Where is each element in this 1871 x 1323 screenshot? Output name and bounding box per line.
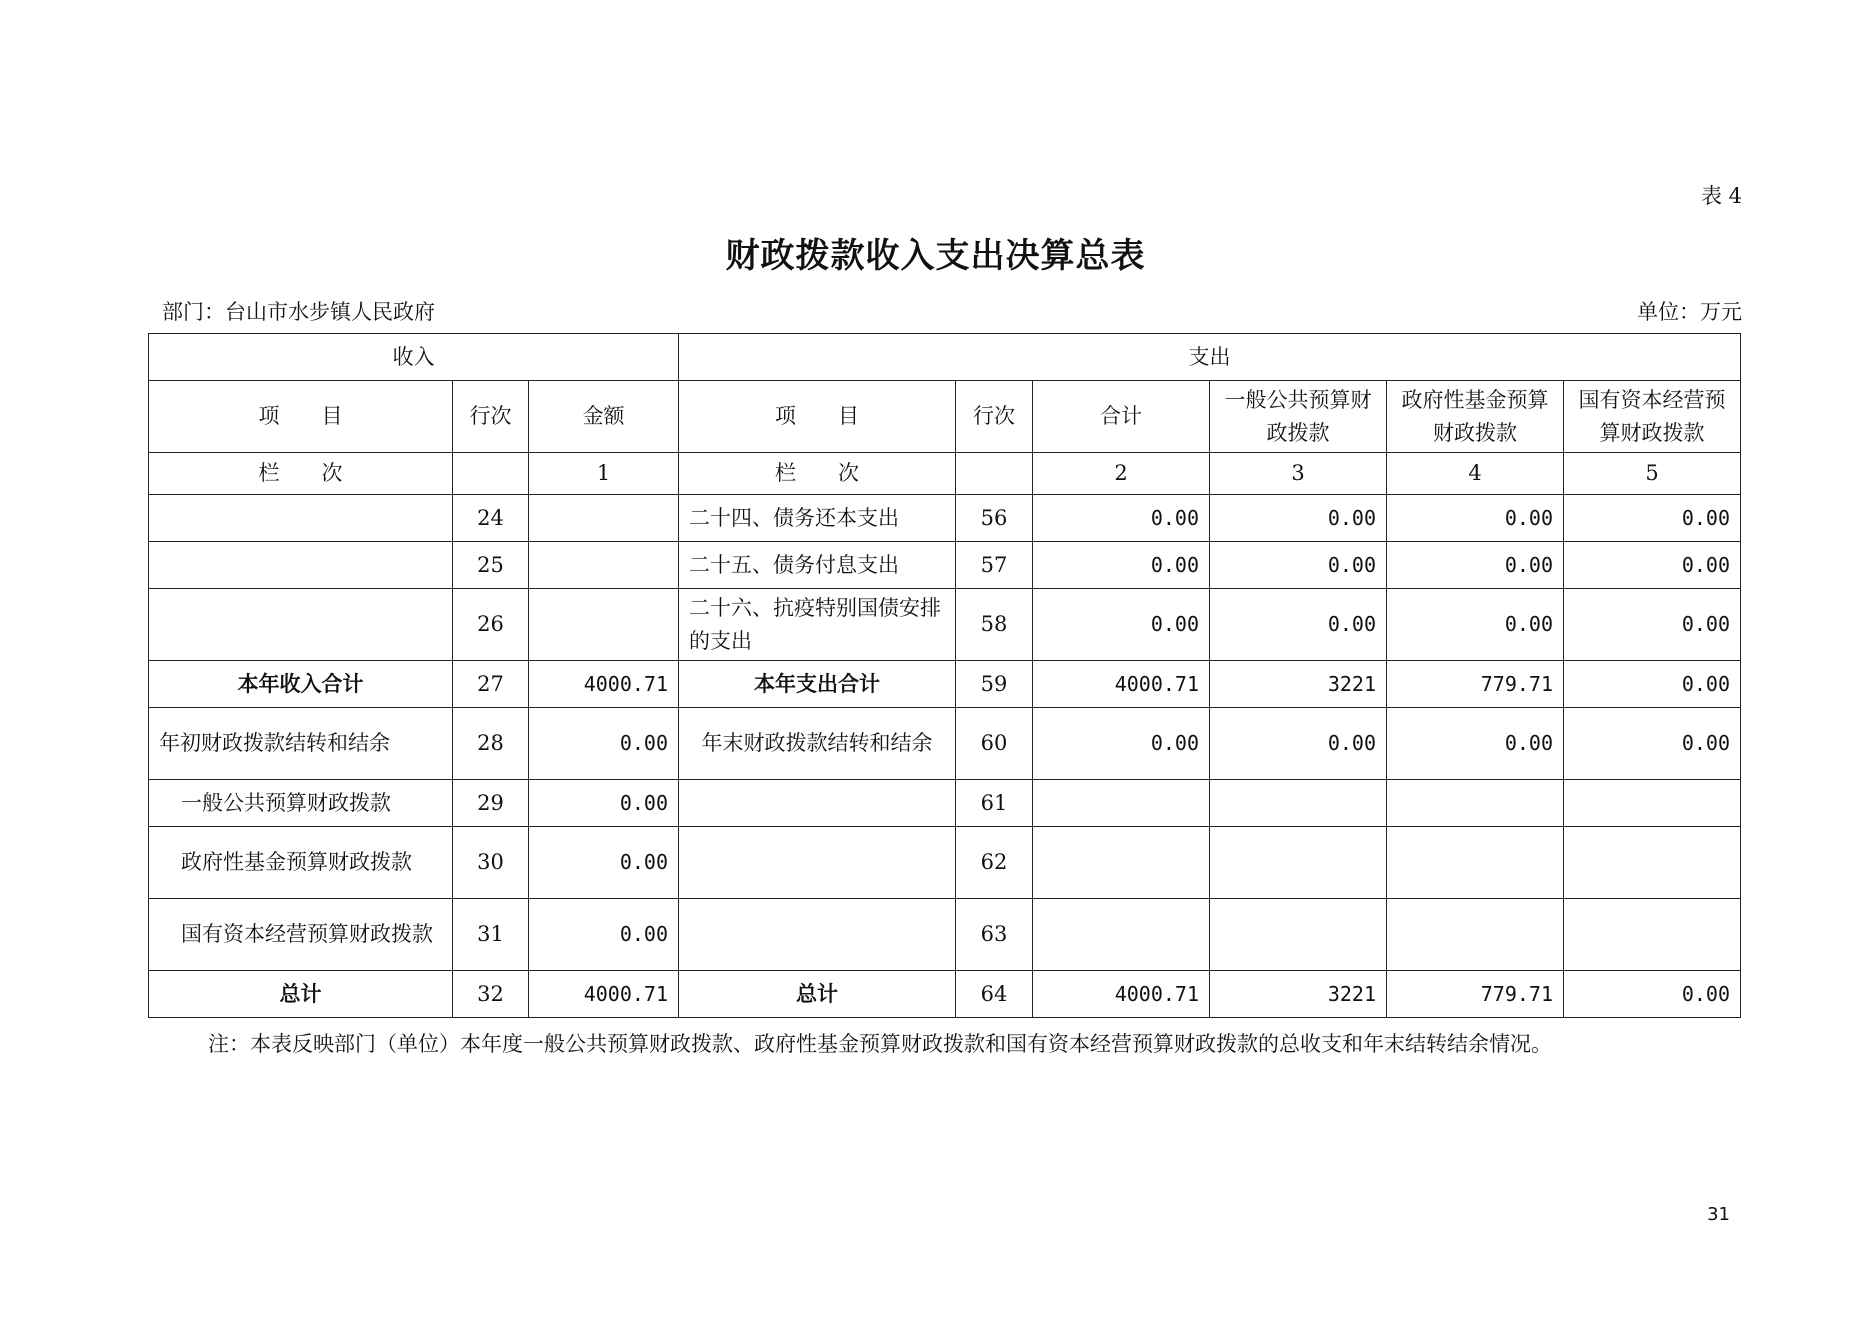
general-value xyxy=(1210,827,1387,899)
state-capital-value: 0.00 xyxy=(1564,661,1741,708)
table-row xyxy=(149,827,1741,899)
state-capital-value: 0.00 xyxy=(1564,542,1741,589)
table-row xyxy=(149,780,1741,827)
expense-row-no: 56 xyxy=(956,495,1033,542)
col-number-3: 3 xyxy=(1210,453,1387,495)
income-amount xyxy=(529,589,679,661)
state-capital-value: 0.00 xyxy=(1564,708,1741,780)
income-amount-header: 金额 xyxy=(529,381,679,453)
income-row-no: 31 xyxy=(453,899,529,971)
gov-fund-value: 0.00 xyxy=(1387,589,1564,661)
income-section-header: 收入 xyxy=(149,334,679,381)
expense-row-no: 62 xyxy=(956,827,1033,899)
income-item xyxy=(149,589,453,661)
expense-item xyxy=(679,827,956,899)
income-amount xyxy=(529,542,679,589)
gov-fund-value: 0.00 xyxy=(1387,708,1564,780)
expense-row-no: 57 xyxy=(956,542,1033,589)
income-row-no-header: 行次 xyxy=(453,381,529,453)
table-number: 表 4 xyxy=(1700,184,1742,208)
header-row-column-numbers xyxy=(149,453,1741,495)
table-row xyxy=(149,589,1741,661)
total-value: 0.00 xyxy=(1033,589,1210,661)
department-label: 部门：台山市水步镇人民政府 xyxy=(162,300,435,324)
income-amount: 4000.71 xyxy=(529,661,679,708)
income-row-no: 32 xyxy=(453,971,529,1018)
income-amount: 0.00 xyxy=(529,780,679,827)
table-row xyxy=(149,899,1741,971)
income-item: 国有资本经营预算财政拨款 xyxy=(149,899,453,971)
table-row xyxy=(149,971,1741,1018)
income-amount: 4000.71 xyxy=(529,971,679,1018)
general-value: 0.00 xyxy=(1210,708,1387,780)
header-row-columns xyxy=(149,381,1741,453)
total-value: 4000.71 xyxy=(1033,971,1210,1018)
table-row xyxy=(149,661,1741,708)
total-value: 0.00 xyxy=(1033,542,1210,589)
income-item: 一般公共预算财政拨款 xyxy=(149,780,453,827)
footnote: 注：本表反映部门（单位）本年度一般公共预算财政拨款、政府性基金预算财政拨款和国有资本经营预算财政拨款的总收支和年末结转结余情况。 xyxy=(208,1032,1552,1056)
expense-item-header: 项 目 xyxy=(679,381,956,453)
state-capital-value: 0.00 xyxy=(1564,589,1741,661)
income-row-no: 26 xyxy=(453,589,529,661)
page-title: 财政拨款收入支出决算总表 xyxy=(725,236,1146,276)
expense-section-header: 支出 xyxy=(679,334,1741,381)
page-number: 31 xyxy=(1707,1204,1730,1225)
expense-item: 二十五、债务付息支出 xyxy=(679,542,956,589)
expense-col-label: 栏 次 xyxy=(679,453,956,495)
general-value xyxy=(1210,780,1387,827)
col-number-1: 1 xyxy=(529,453,679,495)
gov-fund-value xyxy=(1387,827,1564,899)
expense-row-no-header: 行次 xyxy=(956,381,1033,453)
income-amount: 0.00 xyxy=(529,899,679,971)
state-capital-value xyxy=(1564,827,1741,899)
state-capital-value: 0.00 xyxy=(1564,495,1741,542)
income-item: 年初财政拨款结转和结余 xyxy=(149,708,453,780)
expense-row-no: 59 xyxy=(956,661,1033,708)
income-item: 总计 xyxy=(149,971,453,1018)
income-row-no: 29 xyxy=(453,780,529,827)
general-value: 3221 xyxy=(1210,661,1387,708)
table-row xyxy=(149,495,1741,542)
header-row-sections xyxy=(149,334,1741,381)
income-row-no: 30 xyxy=(453,827,529,899)
expense-item: 年末财政拨款结转和结余 xyxy=(679,708,956,780)
total-value xyxy=(1033,827,1210,899)
general-value: 0.00 xyxy=(1210,589,1387,661)
total-value: 4000.71 xyxy=(1033,661,1210,708)
gov-fund-header: 政府性基金预算财政拨款 xyxy=(1387,381,1564,453)
income-row-no: 24 xyxy=(453,495,529,542)
unit-label: 单位：万元 xyxy=(1637,300,1742,324)
income-item xyxy=(149,542,453,589)
expense-row-no: 58 xyxy=(956,589,1033,661)
income-amount: 0.00 xyxy=(529,827,679,899)
table-row xyxy=(149,542,1741,589)
expense-row-no: 63 xyxy=(956,899,1033,971)
total-value xyxy=(1033,780,1210,827)
table-row xyxy=(149,708,1741,780)
expense-row-no: 60 xyxy=(956,708,1033,780)
state-capital-header: 国有资本经营预算财政拨款 xyxy=(1564,381,1741,453)
general-value: 3221 xyxy=(1210,971,1387,1018)
total-header: 合计 xyxy=(1033,381,1210,453)
expense-row-no: 64 xyxy=(956,971,1033,1018)
income-amount: 0.00 xyxy=(529,708,679,780)
gov-fund-value: 779.71 xyxy=(1387,661,1564,708)
gov-fund-value: 0.00 xyxy=(1387,495,1564,542)
income-item: 本年收入合计 xyxy=(149,661,453,708)
empty-cell xyxy=(956,453,1033,495)
general-value xyxy=(1210,899,1387,971)
general-value: 0.00 xyxy=(1210,495,1387,542)
gov-fund-value: 0.00 xyxy=(1387,542,1564,589)
col-number-5: 5 xyxy=(1564,453,1741,495)
total-value: 0.00 xyxy=(1033,708,1210,780)
expense-item xyxy=(679,780,956,827)
expense-item: 总计 xyxy=(679,971,956,1018)
expense-item: 二十六、抗疫特别国债安排的支出 xyxy=(679,589,956,661)
gov-fund-value xyxy=(1387,899,1564,971)
income-row-no: 25 xyxy=(453,542,529,589)
gov-fund-value: 779.71 xyxy=(1387,971,1564,1018)
income-row-no: 27 xyxy=(453,661,529,708)
gov-fund-value xyxy=(1387,780,1564,827)
col-number-4: 4 xyxy=(1387,453,1564,495)
expense-item: 本年支出合计 xyxy=(679,661,956,708)
income-item xyxy=(149,495,453,542)
income-row-no: 28 xyxy=(453,708,529,780)
total-value xyxy=(1033,899,1210,971)
income-col-label: 栏 次 xyxy=(149,453,453,495)
income-item-header: 项 目 xyxy=(149,381,453,453)
expense-item xyxy=(679,899,956,971)
income-amount xyxy=(529,495,679,542)
state-capital-value xyxy=(1564,780,1741,827)
col-number-2: 2 xyxy=(1033,453,1210,495)
state-capital-value: 0.00 xyxy=(1564,971,1741,1018)
empty-cell xyxy=(453,453,529,495)
budget-table xyxy=(148,333,1741,1018)
general-value: 0.00 xyxy=(1210,542,1387,589)
expense-item: 二十四、债务还本支出 xyxy=(679,495,956,542)
state-capital-value xyxy=(1564,899,1741,971)
general-budget-header: 一般公共预算财政拨款 xyxy=(1210,381,1387,453)
income-item: 政府性基金预算财政拨款 xyxy=(149,827,453,899)
total-value: 0.00 xyxy=(1033,495,1210,542)
expense-row-no: 61 xyxy=(956,780,1033,827)
